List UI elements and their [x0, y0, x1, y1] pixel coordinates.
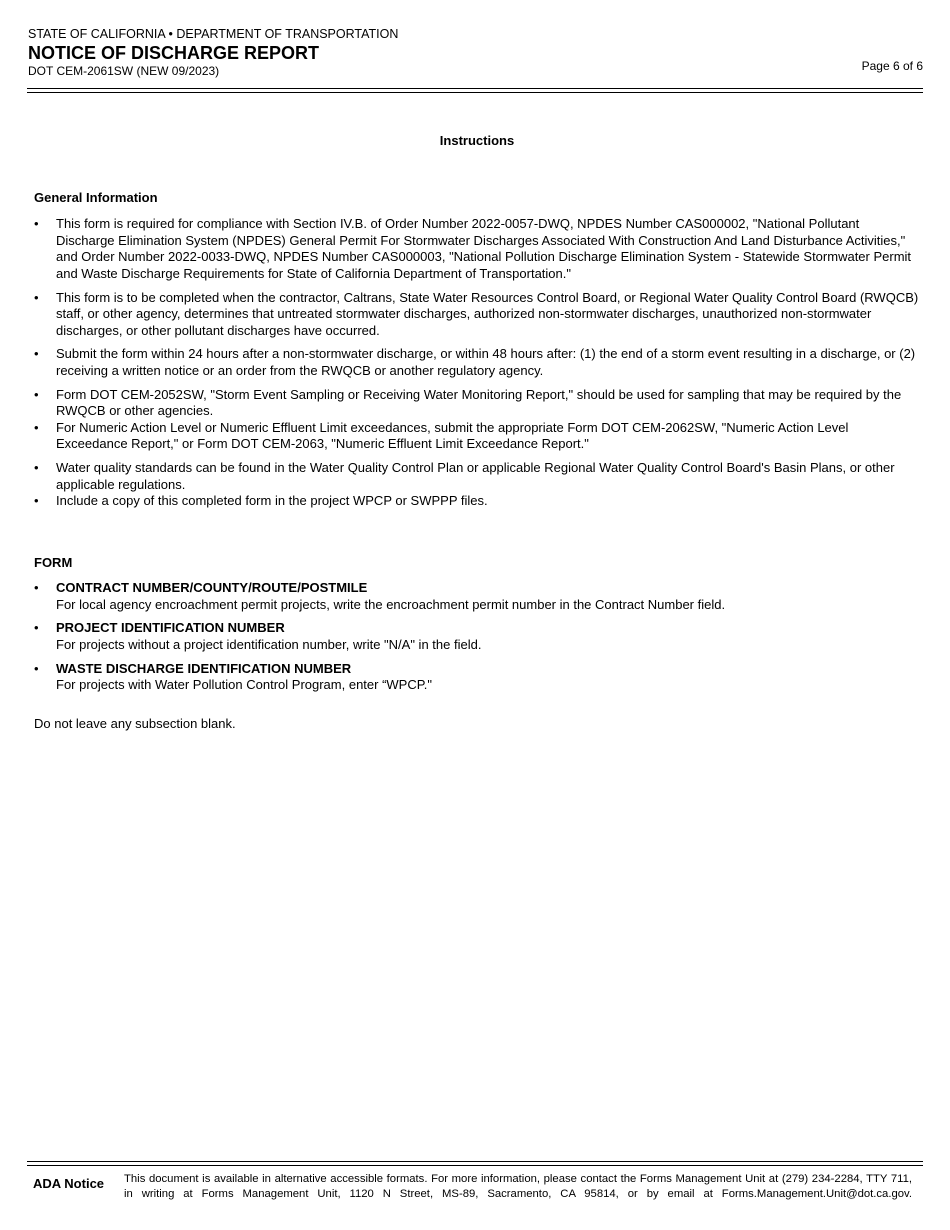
- ada-notice-text: This document is available in alternative accessible formats. For more information, please contact the Forms Management Unit at (279) 234-2284, TTY 711, in writing at Forms Management Unit, 1120 N Street, MS-89, Sacramento, CA 95814, or by email at Forms.Management.Unit@dot.ca.gov.: [124, 1173, 912, 1200]
- list-item: • Submit the form within 24 hours after a non-stormwater discharge, or within 48 hours after: (1) the end of a storm event resulting in a discharge, or (2) receiving a written notice or an order from the RWQCB or another regulatory agency.: [34, 346, 920, 379]
- form-field-list: [34, 580, 920, 694]
- list-item: • Include a copy of this completed form in the project WPCP or SWPPP files.: [34, 493, 920, 510]
- header-rule-secondary: [27, 92, 923, 93]
- closing-note: Do not leave any subsection blank.: [34, 715, 236, 731]
- list-item: [34, 620, 920, 653]
- header-rule: [27, 88, 923, 89]
- list-item: [34, 580, 920, 613]
- field-title: • PROJECT IDENTIFICATION NUMBER: [56, 620, 285, 636]
- field-title: • CONTRACT NUMBER/COUNTY/ROUTE/POSTMILE: [56, 580, 368, 596]
- list-item: • Form DOT CEM-2052SW, "Storm Event Sampling or Receiving Water Monitoring Report," should be used for sampling that may be required by the RWQCB or other agencies.: [34, 387, 920, 420]
- page-header: [28, 27, 923, 79]
- ada-notice-label: ADA Notice: [33, 1176, 105, 1191]
- field-title: • WASTE DISCHARGE IDENTIFICATION NUMBER: [56, 660, 352, 676]
- footer-rule-secondary: [27, 1165, 923, 1166]
- instructions-body: [34, 133, 920, 732]
- general-information-list: [34, 216, 920, 510]
- list-item: • Water quality standards can be found in the Water Quality Control Plan or applicable Regional Water Quality Control Board's Basin Plans, or other applicable regulations.: [34, 460, 920, 493]
- agency-line: STATE OF CALIFORNIA • DEPARTMENT OF TRANSPORTATION: [28, 27, 399, 41]
- page-number: Page 6 of 6: [861, 59, 923, 73]
- field-description: For projects with Water Pollution Control Program, enter “WPCP.": [56, 677, 432, 693]
- field-description: For projects without a project identification number, write "N/A" in the field.: [56, 637, 482, 653]
- list-item: [34, 661, 920, 694]
- instructions-title: Instructions: [439, 133, 515, 148]
- list-item: • This form is to be completed when the contractor, Caltrans, State Water Resources Control Board, or Regional Water Quality Control Board (RWQCB) staff, or other agency, determines that untreated stormwater discharges, authorized non-stormwater discharges, unauthorized non-stormwater discharges, or other pollutant discharges have occurred.: [34, 290, 920, 340]
- general-information-heading: General Information: [34, 189, 158, 205]
- list-item: • This form is required for compliance with Section IV.B. of Order Number 2022-0057-DWQ, NPDES Number CAS000002, "National Pollutant Discharge Elimination System (NPDES) General Permit For Stormwater Discharges Associated With Construction And Land Disturbance Activities," and Order Number 2022-0033-DWQ, NPDES Number CAS000003, "National Pollution Discharge Elimination System - Statewide Stormwater Permit and Waste Discharge Requirements for State of California Department of Transportation.": [34, 216, 920, 282]
- form-title: NOTICE OF DISCHARGE REPORT: [28, 43, 320, 63]
- form-heading: FORM: [34, 554, 73, 570]
- form-number: DOT CEM-2061SW (NEW 09/2023): [28, 64, 220, 78]
- list-item: • For Numeric Action Level or Numeric Effluent Limit exceedances, submit the appropriate Form DOT CEM-2062SW, "Numeric Action Level Exceedance Report," or Form DOT CEM-2063, "Numeric Effluent Limit Exceedance Report.": [34, 420, 920, 453]
- form-section: [34, 555, 920, 694]
- field-description: For local agency encroachment permit projects, write the encroachment permit number in the Contract Number field.: [56, 596, 726, 612]
- footer-rule: [27, 1161, 923, 1162]
